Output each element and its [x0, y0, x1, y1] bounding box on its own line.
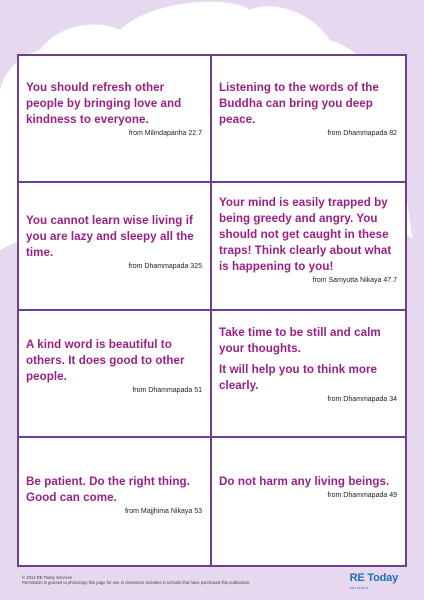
quote-text: You should refresh other people by bringing love and kindness to everyone. — [26, 81, 182, 126]
logo-main-text: RE Today — [349, 572, 398, 584]
copyright-notice — [22, 575, 250, 585]
quote-card — [19, 56, 212, 183]
quote-text: It will help you to think more clearly. — [219, 362, 378, 392]
quote-text: Take time to be still and calm your thoughts. — [219, 325, 381, 355]
quote-card — [19, 438, 212, 565]
logo-sub-text: services — [349, 585, 369, 590]
quote-card — [19, 183, 212, 310]
quote-source: from Dhammapada 49 — [327, 491, 397, 499]
quote-card — [19, 311, 212, 438]
quote-card — [212, 438, 405, 565]
quote-card — [212, 183, 405, 310]
quote-source: from Dhammapada 82 — [327, 130, 397, 137]
quote-card — [212, 311, 405, 438]
copyright-line: © 2012 RE Today Services — [22, 575, 73, 580]
quote-source: from Majjhima Nikaya 53 — [124, 507, 202, 515]
quote-text: Be patient. Do the right thing. Good can come. — [26, 474, 190, 504]
quote-text: Do not harm any living beings. — [219, 474, 390, 488]
quote-cards-grid — [17, 54, 407, 567]
permission-line: Permission is granted to photocopy this page for use in classroom activities in schools that have purchased this publication. — [22, 580, 251, 585]
re-today-logo — [350, 573, 398, 590]
quote-source: from Milindapanha 22.7 — [128, 130, 202, 137]
quote-text: Listening to the words of the Buddha can bring you deep peace. — [219, 81, 379, 126]
quote-text: You cannot learn wise living if you are lazy and sleepy all the time. — [26, 214, 194, 260]
quote-source: from Dhammapada 325 — [128, 263, 202, 271]
quote-source: from Samyutta Nikaya 47.7 — [312, 277, 397, 285]
quote-text: Your mind is easily trapped by being greedy and angry. You should not get caught in these traps! Think clearly about what is happening to you! — [219, 196, 392, 274]
quote-source: from Dhammapada 51 — [132, 386, 202, 394]
quote-source: from Dhammapada 34 — [327, 395, 397, 403]
quote-card — [212, 56, 405, 183]
quote-text: A kind word is beautiful to others. It does good to other people. — [26, 337, 185, 383]
